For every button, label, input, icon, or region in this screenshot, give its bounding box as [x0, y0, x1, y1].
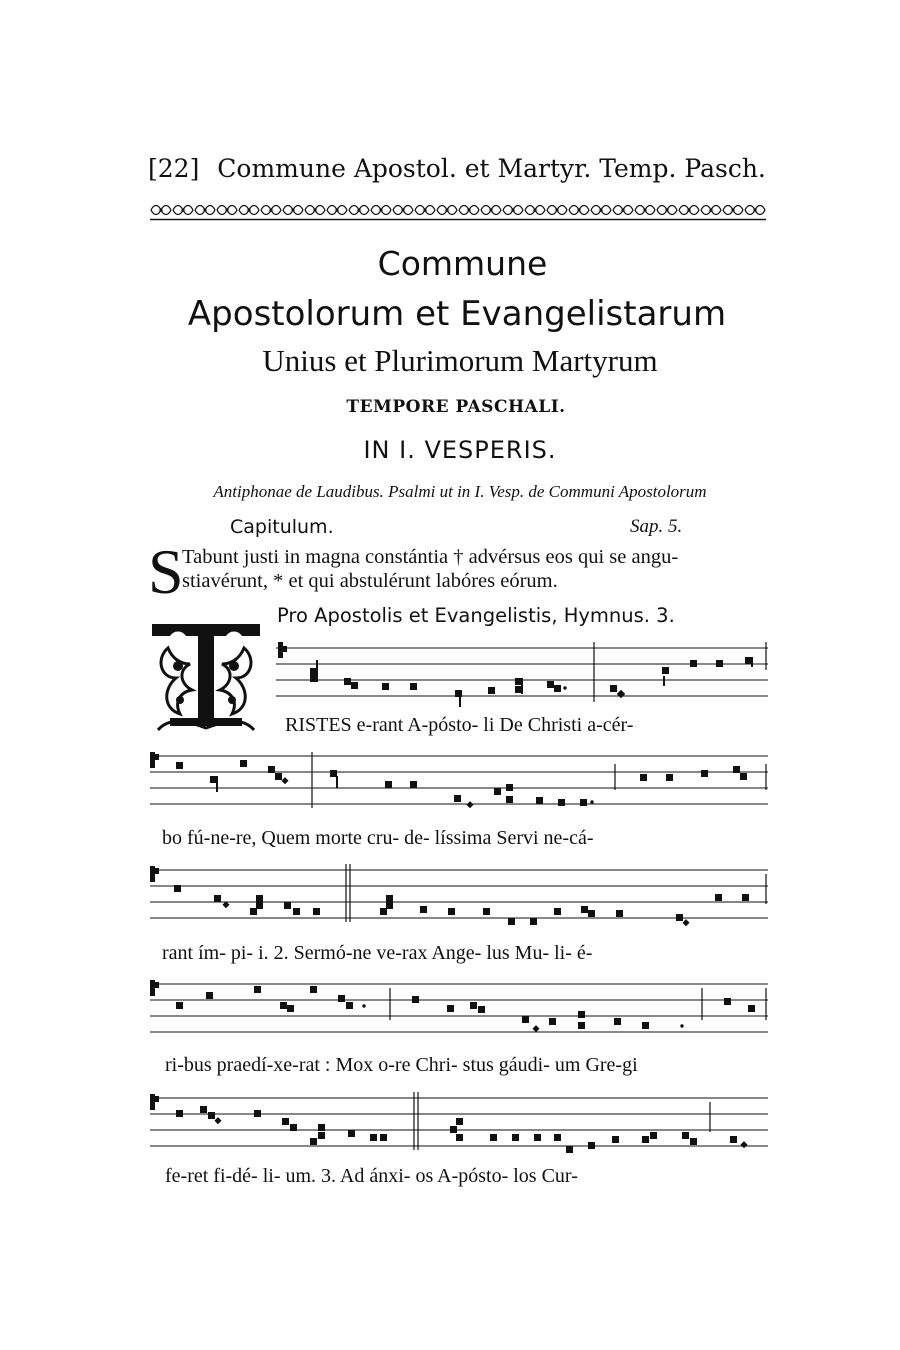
ornament-rule — [150, 203, 766, 221]
rubric-antiphonae: Antiphonae de Laudibus. Psalmi ut in I. Vesp. de Communi Apostolorum — [213, 482, 707, 501]
title-commune: Commune — [377, 244, 548, 283]
capitulum-label: Capitulum. — [230, 516, 334, 538]
title-tempore-paschali: TEMPORE PASCHALI. — [346, 397, 566, 417]
hymn-lyric-line-1: RISTES e-rant A-pósto- li De Christi a-cér- — [285, 714, 634, 736]
running-title: Commune Apostol. et Martyr. Temp. Pasch. — [217, 154, 766, 183]
title-apostolorum: Apostolorum et Evangelistarum — [187, 294, 727, 334]
hymn-lyric-line-3: rant ím- pi- i. 2. Sermó-ne ve-rax Ange- lus Mu- li- é- — [162, 942, 593, 964]
chant-staff-5 — [150, 1090, 768, 1154]
hymn-heading: Pro Apostolis et Evangelistis, Hymnus. 3. — [277, 604, 675, 627]
decorated-initial-t — [150, 618, 262, 734]
hymn-lyric-line-4: ri-bus praedí-xe-rat : Mox o-re Chri- stus gáudi- um Gre-gi — [165, 1054, 638, 1076]
capitulum-initial: S — [148, 536, 184, 607]
chant-staff-2 — [150, 750, 768, 810]
capitulum-line-2: stiavérunt, * et qui abstulérunt labóres eórum. — [182, 570, 558, 592]
capitulum-reference: Sap. 5. — [630, 516, 683, 537]
capitulum-line-1: Tabunt justi in magna constántia † advérsus eos qui se angu- — [182, 546, 679, 568]
page-number: [22] — [148, 154, 200, 183]
title-in-i-vesperis: IN I. VESPERIS. — [363, 436, 557, 464]
title-martyrum: Unius et Plurimorum Martyrum — [262, 343, 658, 378]
running-head — [148, 154, 768, 183]
hymn-lyric-line-5: fe-ret fi-dé- li- um. 3. Ad ánxi- os A-pósto- los Cur- — [165, 1165, 578, 1187]
chant-staff-4 — [150, 976, 768, 1040]
hymn-lyric-line-2: bo fú-ne-re, Quem morte cru- de- líssima Servi ne-cá- — [162, 827, 594, 849]
chant-staff-1 — [276, 638, 768, 708]
chant-staff-3 — [150, 862, 768, 926]
